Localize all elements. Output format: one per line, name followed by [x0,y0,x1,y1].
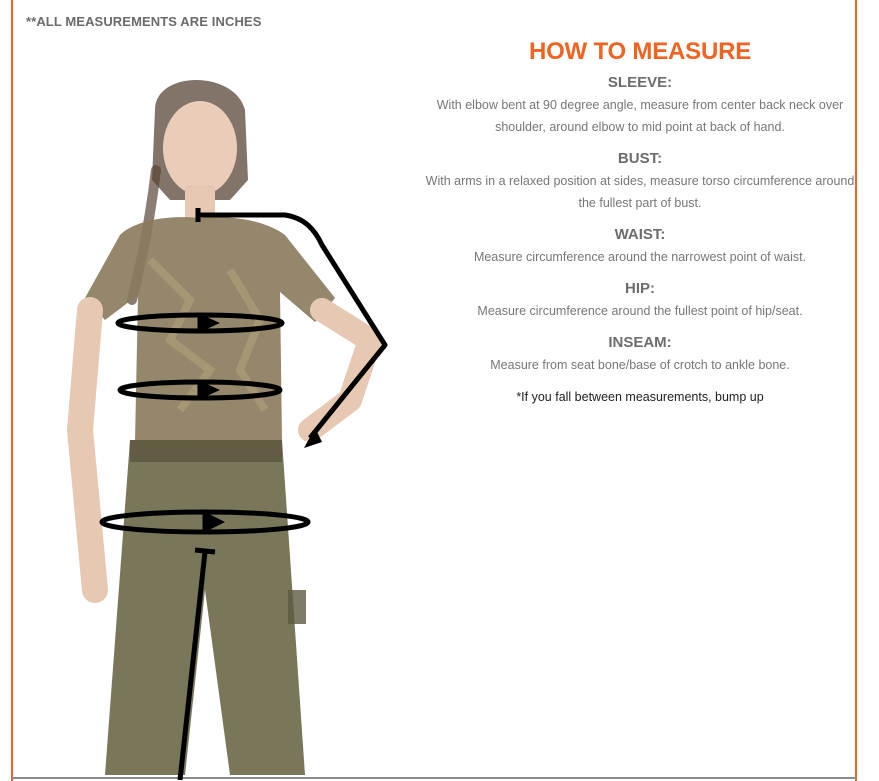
inseam-heading: INSEAM: [608,334,672,351]
bust-section [420,148,860,214]
left-border [11,0,13,781]
model-illustration [60,70,400,780]
waist-section [420,224,860,268]
waist-heading: WAIST: [614,226,666,243]
how-to-measure-guide [420,38,860,408]
bust-heading: BUST: [617,150,663,167]
hip-instructions: Measure circumference around the fullest point of hip/seat. [477,304,803,318]
sleeve-section [420,72,860,138]
sleeve-heading: SLEEVE: [607,74,673,91]
hip-heading: HIP: [625,280,655,297]
bust-instructions: With arms in a relaxed position at sides, measure torso circumference around the fullest part of bust. [425,174,855,210]
guide-title: HOW TO MEASURE [528,38,752,65]
waist-instructions: Measure circumference around the narrowest point of waist. [473,250,807,264]
model-figure [60,70,400,780]
inseam-section [420,332,860,376]
hip-section [420,278,860,322]
size-footnote: *If you fall between measurements, bump up [516,390,764,404]
inseam-instructions: Measure from seat bone/base of crotch to ankle bone. [490,358,790,372]
sleeve-instructions: With elbow bent at 90 degree angle, measure from center back neck over shoulder, around elbow to mid point at back of hand. [436,98,844,134]
measurement-units-note: **ALL MEASUREMENTS ARE INCHES [26,14,262,29]
